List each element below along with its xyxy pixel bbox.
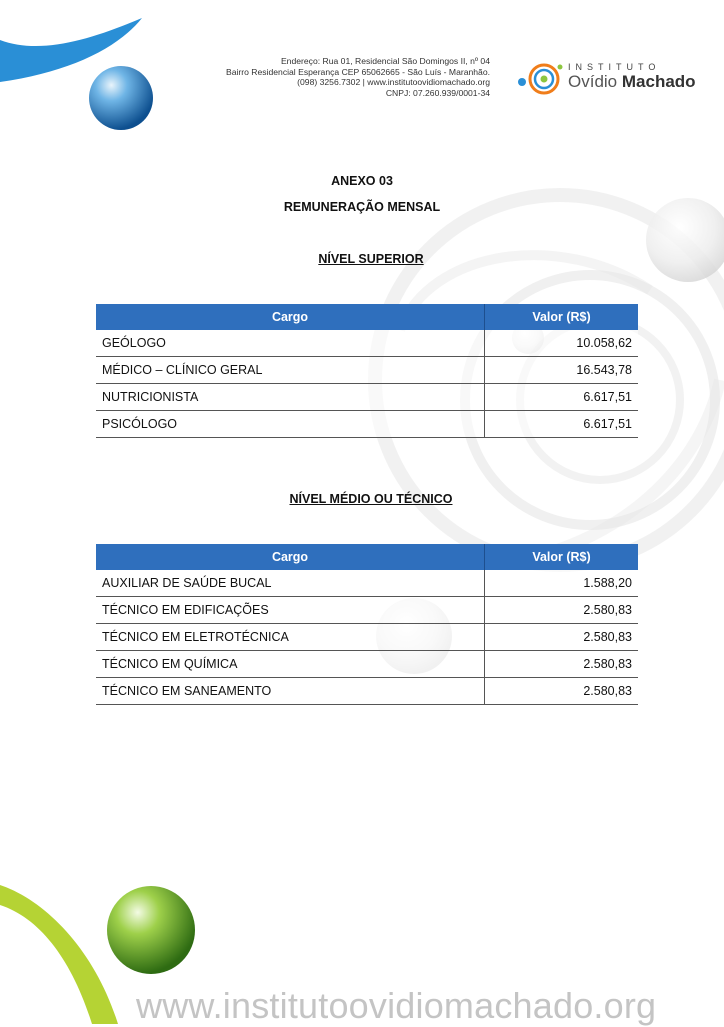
valor-cell: 2.580,83	[485, 678, 639, 705]
logo-top-text: INSTITUTO	[568, 62, 661, 72]
valor-cell: 2.580,83	[485, 597, 639, 624]
table-row	[96, 357, 638, 384]
cargo-cell: AUXILIAR DE SAÚDE BUCAL	[96, 570, 485, 597]
footer-website-url: www.institutoovidiomachado.org	[136, 985, 657, 1026]
section-title-nivel-medio: NÍVEL MÉDIO OU TÉCNICO	[289, 492, 453, 506]
document-subtitle: REMUNERAÇÃO MENSAL	[283, 200, 441, 214]
logo-name-bold: Machado	[621, 72, 696, 91]
cargo-cell: TÉCNICO EM SANEAMENTO	[96, 678, 485, 705]
table-row	[96, 651, 638, 678]
salary-table-nivel-medio	[96, 544, 638, 705]
institute-logo	[516, 58, 696, 100]
address-line: Endereço: Rua 01, Residencial São Domingos II, nº 04	[280, 56, 490, 66]
logo-name-regular: Ovídio	[568, 72, 618, 91]
cargo-cell: MÉDICO – CLÍNICO GERAL	[96, 357, 485, 384]
column-header-cargo: Cargo	[96, 304, 485, 330]
address-line: (098) 3256.7302 | www.institutoovidiomachado.org	[297, 77, 490, 88]
table-row	[96, 330, 638, 357]
table-row	[96, 678, 638, 705]
table-row	[96, 624, 638, 651]
column-header-valor: Valor (R$)	[485, 304, 639, 330]
cargo-cell: PSICÓLOGO	[96, 411, 485, 438]
column-header-cargo: Cargo	[96, 544, 485, 570]
valor-cell: 6.617,51	[485, 384, 639, 411]
address-line: CNPJ: 07.260.939/0001-34	[385, 87, 490, 98]
valor-cell: 10.058,62	[485, 330, 639, 357]
valor-cell: 16.543,78	[485, 357, 639, 384]
section-title-nivel-superior: NÍVEL SUPERIOR	[318, 252, 424, 266]
cargo-cell: TÉCNICO EM QUÍMICA	[96, 651, 485, 678]
logo-emblem-icon	[516, 58, 568, 100]
valor-cell: 6.617,51	[485, 411, 639, 438]
table-header-row	[96, 304, 638, 330]
column-header-valor: Valor (R$)	[485, 544, 639, 570]
cargo-cell: GEÓLOGO	[96, 330, 485, 357]
cargo-cell: TÉCNICO EM ELETROTÉCNICA	[96, 624, 485, 651]
valor-cell: 2.580,83	[485, 624, 639, 651]
annex-title: ANEXO 03	[331, 174, 393, 188]
cargo-cell: TÉCNICO EM EDIFICAÇÕES	[96, 597, 485, 624]
table-row	[96, 570, 638, 597]
salary-table-nivel-superior	[96, 304, 638, 438]
table-header-row	[96, 544, 638, 570]
table-row	[96, 597, 638, 624]
header-address	[226, 56, 490, 98]
table-row	[96, 384, 638, 411]
cargo-cell: NUTRICIONISTA	[96, 384, 485, 411]
logo-name	[568, 72, 696, 92]
table-row	[96, 411, 638, 438]
valor-cell: 2.580,83	[485, 651, 639, 678]
address-line: Bairro Residencial Esperança CEP 65062665 - São Luís - Maranhão.	[225, 66, 490, 77]
valor-cell: 1.588,20	[485, 570, 639, 597]
